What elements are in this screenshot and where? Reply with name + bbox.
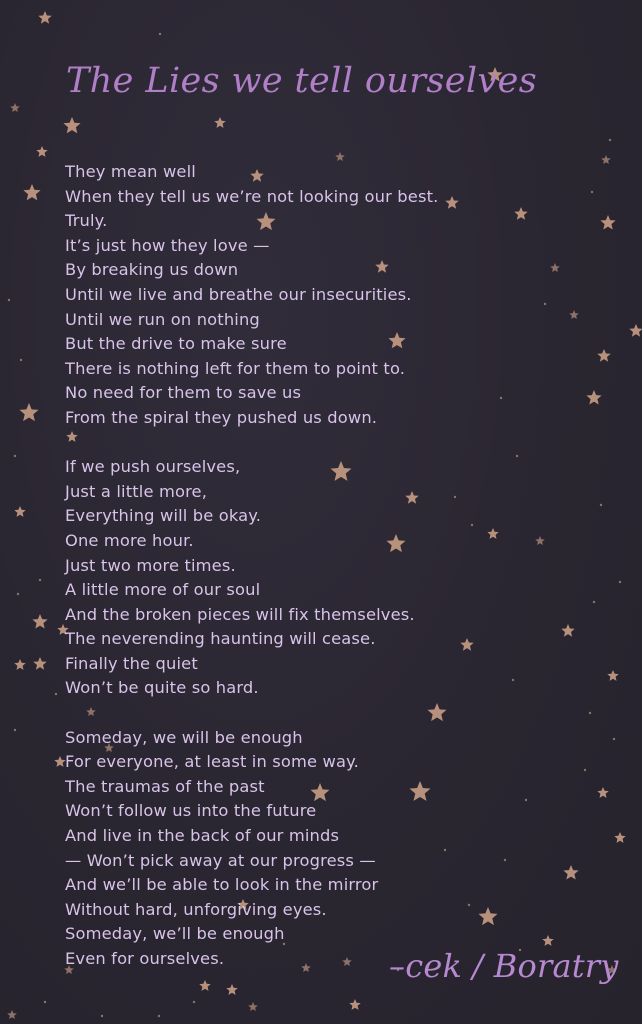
poem-line: Won’t follow us into the future xyxy=(65,801,317,821)
star-icon xyxy=(561,624,574,637)
star-dot-icon xyxy=(444,849,446,851)
star-icon xyxy=(349,999,360,1010)
star-dot-icon xyxy=(600,504,602,506)
poem-line: One more hour. xyxy=(65,530,194,550)
star-icon xyxy=(550,263,560,272)
poem-stanza-2 xyxy=(65,455,438,701)
star-icon xyxy=(38,11,51,24)
star-dot-icon xyxy=(613,738,615,740)
star-dot-icon xyxy=(454,496,456,498)
poem-line: And live in the back of our minds xyxy=(65,826,340,846)
poem-line: And the broken pieces will fix themselves. xyxy=(65,604,415,624)
star-dot-icon xyxy=(8,299,10,301)
star-icon xyxy=(7,1010,17,1019)
star-icon xyxy=(14,506,25,517)
star-icon xyxy=(445,196,458,209)
star-dot-icon xyxy=(14,455,16,457)
star-icon xyxy=(248,1002,258,1011)
star-dot-icon xyxy=(504,859,506,861)
star-icon xyxy=(569,310,579,319)
star-icon xyxy=(514,207,527,220)
star-icon xyxy=(23,184,40,200)
star-icon xyxy=(20,403,39,421)
star-dot-icon xyxy=(471,524,473,526)
poem-body xyxy=(65,160,438,996)
star-dot-icon xyxy=(193,1001,195,1003)
star-icon xyxy=(63,117,80,133)
poem-line: There is nothing left for them to point to. xyxy=(65,358,406,378)
star-icon xyxy=(460,638,473,651)
star-dot-icon xyxy=(44,1001,46,1003)
star-icon xyxy=(54,756,65,767)
poem-stanza-1 xyxy=(65,160,438,431)
star-dot-icon xyxy=(593,601,595,603)
star-dot-icon xyxy=(516,455,518,457)
star-icon xyxy=(542,935,553,946)
star-icon xyxy=(607,670,618,681)
star-icon xyxy=(10,103,20,112)
star-icon xyxy=(479,907,498,925)
star-dot-icon xyxy=(159,33,161,35)
star-icon xyxy=(535,536,545,545)
author-signature: –cek / Boratry xyxy=(389,947,619,985)
star-dot-icon xyxy=(619,581,621,583)
poem-line: Truly. xyxy=(65,211,108,231)
star-dot-icon xyxy=(609,139,611,141)
star-dot-icon xyxy=(591,191,593,193)
poem-line: Even for ourselves. xyxy=(65,949,225,968)
poem-line: By breaking us down xyxy=(65,260,239,280)
poem-line: Someday, we’ll be enough xyxy=(65,924,285,944)
poem-stanza-3 xyxy=(65,726,438,972)
poem-line: They mean well xyxy=(65,162,196,181)
star-icon xyxy=(32,614,47,629)
star-dot-icon xyxy=(512,679,514,681)
star-dot-icon xyxy=(14,729,16,731)
poem-title: The Lies we tell ourselves xyxy=(66,61,538,101)
star-icon xyxy=(597,787,608,798)
star-dot-icon xyxy=(101,1015,103,1017)
star-dot-icon xyxy=(500,397,502,399)
star-icon xyxy=(614,832,625,843)
poem-line: And we’ll be able to look in the mirror xyxy=(65,875,379,895)
poem-line: Won’t be quite so hard. xyxy=(65,678,259,698)
star-dot-icon xyxy=(584,769,586,771)
poem-line: It’s just how they love — xyxy=(65,235,270,255)
poem-line: From the spiral they pushed us down. xyxy=(65,407,378,427)
poem-line: Without hard, unforgiving eyes. xyxy=(65,899,327,919)
star-icon xyxy=(33,657,46,670)
star-icon xyxy=(601,155,611,164)
star-dot-icon xyxy=(544,303,546,305)
star-icon xyxy=(586,390,601,405)
poem-line: Until we run on nothing xyxy=(65,309,260,329)
star-dot-icon xyxy=(525,799,527,801)
poem-line: Someday, we will be enough xyxy=(65,727,303,747)
star-dot-icon xyxy=(39,579,41,581)
star-icon xyxy=(600,215,615,230)
poem-line: A little more of our soul xyxy=(65,580,261,600)
star-dot-icon xyxy=(589,712,591,714)
poem-line: The neverending haunting will cease. xyxy=(65,629,376,649)
poem-line: But the drive to make sure xyxy=(65,334,287,354)
star-dot-icon xyxy=(468,904,470,906)
star-dot-icon xyxy=(20,359,22,361)
poem-line: Everything will be okay. xyxy=(65,506,262,526)
star-dot-icon xyxy=(55,693,57,695)
poem-line: For everyone, at least in some way. xyxy=(65,752,359,772)
star-icon xyxy=(14,659,25,670)
poem-line: No need for them to save us xyxy=(65,383,302,403)
poem-line: — Won’t pick away at our progress — xyxy=(65,850,376,870)
star-dot-icon xyxy=(158,1015,160,1017)
star-icon xyxy=(629,324,642,337)
poem-line: Just two more times. xyxy=(65,555,236,575)
star-icon xyxy=(214,117,225,128)
poem-line: If we push ourselves, xyxy=(65,457,241,477)
poem-line: Finally the quiet xyxy=(65,653,198,673)
poem-line: Until we live and breathe our insecurities. xyxy=(65,284,412,304)
poem-line: Just a little more, xyxy=(65,481,208,501)
star-icon xyxy=(597,349,610,362)
star-icon xyxy=(563,865,578,880)
star-icon xyxy=(36,146,47,157)
poem-line: When they tell us we’re not looking our best. xyxy=(65,186,439,206)
poem-line: The traumas of the past xyxy=(65,776,265,796)
star-dot-icon xyxy=(17,593,19,595)
star-icon xyxy=(487,528,498,539)
